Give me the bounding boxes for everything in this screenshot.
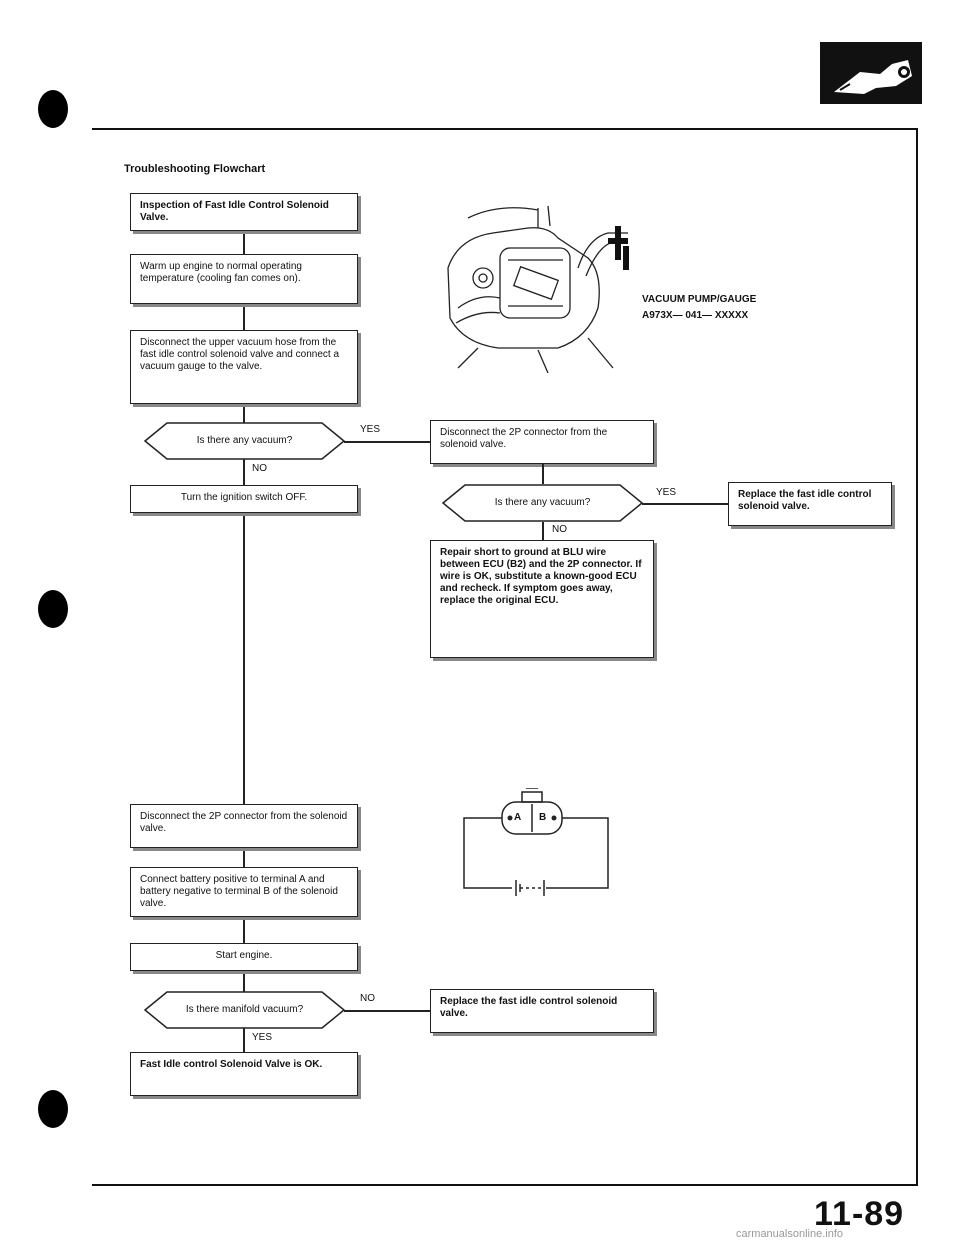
yes-label: YES: [360, 424, 381, 435]
step-repair-short: Repair short to ground at BLU wire between ECU (B2) and the 2P connector. If wire is OK, substitute a known-good ECU and recheck. If symptom goes away, replace the original ECU.: [430, 540, 654, 658]
no-label: NO: [252, 463, 267, 474]
page-title: Troubleshooting Flowchart: [124, 163, 266, 175]
decision-text: Is there any vacuum?: [494, 497, 591, 508]
page-number: 11-89: [814, 1195, 905, 1233]
tool-label-line2: A973X— 041— XXXXX: [642, 310, 749, 321]
terminal-a-label: A: [514, 812, 522, 823]
engine-section-icon: [820, 42, 922, 104]
top-rule: [92, 128, 918, 130]
step-disconnect-hose: Disconnect the upper vacuum hose from the fast idle control solenoid valve and connect a vacuum gauge to the valve.: [130, 330, 358, 404]
flow-connector: [642, 503, 728, 505]
decision-any-vacuum-1: [127, 422, 362, 460]
step-inspection: Inspection of Fast Idle Control Solenoid Valve.: [130, 193, 358, 231]
terminal-b-label: B: [539, 812, 547, 823]
yes-label: YES: [656, 487, 677, 498]
step-ignition-off: Turn the ignition switch OFF.: [130, 485, 358, 513]
decision-text: Is there manifold vacuum?: [185, 1004, 304, 1015]
step-replace-valve-2: Replace the fast idle control solenoid valve.: [430, 989, 654, 1033]
decision-text: Is there any vacuum?: [196, 435, 293, 446]
yes-label: YES: [252, 1032, 273, 1043]
step-right-disconnect-2p: Disconnect the 2P connector from the solenoid valve.: [430, 420, 654, 464]
step-connect-battery: Connect battery positive to terminal A and battery negative to terminal B of the solenoid valve.: [130, 867, 358, 917]
flow-connector: [344, 441, 430, 443]
punch-hole: [38, 590, 68, 628]
no-label: NO: [360, 993, 375, 1004]
step-warm-up: Warm up engine to normal operating temperature (cooling fan comes on).: [130, 254, 358, 304]
flow-connector: [542, 522, 544, 540]
solenoid-valve-illustration: [438, 198, 638, 373]
step-start-engine: Start engine.: [130, 943, 358, 971]
right-rule: [916, 128, 918, 1186]
flow-connector: [344, 1010, 430, 1012]
punch-hole: [38, 1090, 68, 1128]
decision-any-vacuum-2: [425, 484, 660, 522]
tool-label-line1: VACUUM PUMP/GAUGE: [642, 294, 757, 305]
bottom-rule: [92, 1184, 918, 1186]
punch-hole: [38, 90, 68, 128]
watermark: carmanualsonline.info: [736, 1228, 844, 1240]
step-valve-ok: Fast Idle control Solenoid Valve is OK.: [130, 1052, 358, 1096]
step-replace-valve-1: Replace the fast idle control solenoid valve.: [728, 482, 892, 526]
flow-connector: [542, 464, 544, 484]
no-label: NO: [552, 524, 567, 535]
connector-wiring-diagram: [460, 788, 620, 898]
decision-manifold-vacuum: [127, 991, 362, 1029]
step-disconnect-2p: Disconnect the 2P connector from the solenoid valve.: [130, 804, 358, 848]
